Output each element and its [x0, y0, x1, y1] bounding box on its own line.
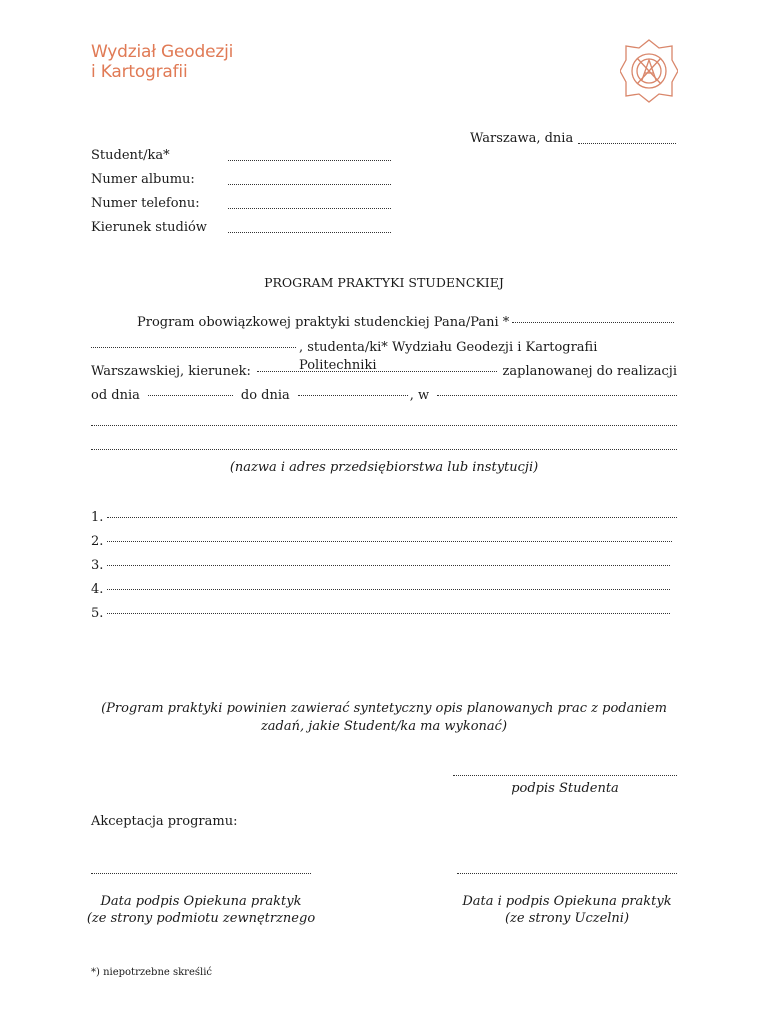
instruction-line-1: (Program praktyki powinien zawierać syntetyczny opis planowanych prac z podaniem [101, 701, 667, 716]
place-date-label: Warszawa, dnia [470, 131, 574, 146]
body-line-4 [91, 387, 677, 405]
field-of-study-field[interactable] [228, 232, 391, 233]
body-line-3 [91, 363, 677, 381]
document-title: PROGRAM PRAKTYKI STUDENCKIEJ [264, 275, 504, 290]
instruction-line-2: zadań, jakie Student/ka ma wykonać) [260, 719, 508, 734]
external-supervisor-signature-field[interactable] [91, 873, 311, 874]
list-item-number: 3. [91, 558, 104, 573]
from-date-field[interactable] [148, 395, 233, 396]
field-of-study-label: Kierunek studiów [91, 220, 207, 235]
list-item-number: 1. [91, 510, 104, 525]
company-field[interactable] [437, 395, 677, 396]
album-number-label: Numer albumu: [91, 172, 195, 187]
phone-number-label: Numer telefonu: [91, 196, 200, 211]
study-direction-field[interactable] [257, 371, 497, 372]
footnote: *) niepotrzebne skreślić [91, 967, 213, 978]
external-supervisor-caption-2: (ze strony podmiotu zewnętrznego [86, 911, 316, 926]
body-line-1 [137, 314, 677, 332]
body-line-3-text-b: zaplanowanej do realizacji [502, 364, 677, 379]
task-field-2[interactable] [107, 541, 672, 542]
list-item-number: 2. [91, 534, 104, 549]
company-label: , w [409, 388, 430, 403]
university-supervisor-caption-2: (ze strony Uczelni) [504, 911, 630, 926]
body-line-1-text: Program obowiązkowej praktyki studenckiej Pana/Pani * [137, 315, 510, 330]
list-item-number: 4. [91, 582, 104, 597]
list-item [91, 533, 672, 551]
task-field-1[interactable] [107, 517, 677, 518]
faculty-name-line1: Wydział Geodezji [91, 42, 234, 62]
faculty-name-line2: i Kartografii [91, 62, 188, 82]
student-signature-caption: podpis Studenta [511, 781, 619, 796]
company-address-line-1[interactable] [91, 425, 677, 426]
task-field-4[interactable] [107, 589, 670, 590]
external-supervisor-caption-1: Data podpis Opiekuna praktyk [100, 894, 302, 909]
date-field[interactable] [578, 143, 676, 144]
to-date-label: do dnia [240, 388, 290, 403]
list-item [91, 557, 670, 575]
from-date-label: od dnia [91, 388, 140, 403]
task-field-3[interactable] [107, 565, 670, 566]
university-supervisor-signature-field[interactable] [457, 873, 677, 874]
list-item [91, 581, 670, 599]
list-item [91, 605, 670, 623]
task-field-5[interactable] [107, 613, 670, 614]
university-seal-icon [620, 38, 678, 104]
company-caption: (nazwa i adres przedsiębiorstwa lub instytucji) [229, 460, 539, 475]
student-signature-field[interactable] [453, 775, 677, 776]
body-line-3-text-a: Warszawskiej, kierunek: [91, 364, 251, 379]
university-supervisor-caption-1: Data i podpis Opiekuna praktyk [462, 894, 672, 909]
album-number-field[interactable] [228, 184, 391, 185]
student-label: Student/ka* [91, 148, 170, 163]
student-full-name-continued-field[interactable] [91, 347, 296, 348]
body-line-2-text: , studenta/ki* Wydziału Geodezji i Kartografii Politechniki [299, 340, 598, 373]
student-name-field[interactable] [228, 160, 391, 161]
to-date-field[interactable] [298, 395, 408, 396]
list-item-number: 5. [91, 606, 104, 621]
acceptance-label: Akceptacja programu: [91, 814, 238, 829]
student-full-name-field[interactable] [512, 322, 674, 323]
list-item [91, 509, 677, 527]
phone-number-field[interactable] [228, 208, 391, 209]
company-address-line-2[interactable] [91, 449, 677, 450]
